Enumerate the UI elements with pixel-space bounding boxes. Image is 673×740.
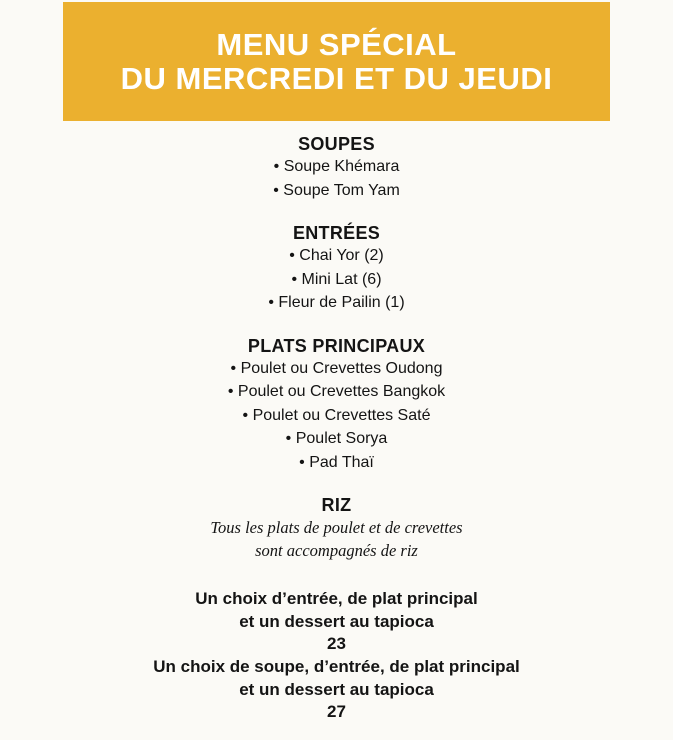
menu-item: • Chai Yor (2) (0, 244, 673, 268)
menu-item: • Pad Thaï (0, 451, 673, 475)
menu-content (0, 133, 673, 723)
section-soupes (0, 133, 673, 202)
riz-note-line-1: Tous les plats de poulet et de crevettes (210, 518, 463, 537)
menu-item: • Poulet ou Crevettes Saté (0, 404, 673, 428)
menu-item: • Poulet Sorya (0, 427, 673, 451)
menu-item: • Mini Lat (6) (0, 268, 673, 292)
menu-title-line-2: DU MERCREDI ET DU JEUDI (120, 60, 553, 96)
section-heading-soupes: SOUPES (298, 134, 375, 154)
menu-item: • Soupe Khémara (0, 155, 673, 179)
section-heading-plats: PLATS PRINCIPAUX (247, 335, 426, 356)
offer-description-line-1: Un choix de soupe, d’entrée, de plat principal (153, 657, 520, 676)
offer-formule-1 (0, 587, 673, 655)
offer-description-line-2: et un dessert au tapioca (239, 612, 434, 631)
offer-description-line-1: Un choix d’entrée, de plat principal (195, 589, 478, 608)
menu-item: • Soupe Tom Yam (0, 179, 673, 203)
offer-price: 23 (327, 634, 346, 653)
offer-price: 27 (327, 702, 346, 721)
section-riz (0, 494, 673, 562)
menu-item: • Poulet ou Crevettes Oudong (0, 357, 673, 381)
section-heading-riz: RIZ (321, 495, 352, 515)
section-heading-entrees: ENTRÉES (292, 223, 381, 243)
section-entrees (0, 222, 673, 315)
menu-title-line-1: MENU SPÉCIAL (216, 26, 457, 62)
menu-item: • Poulet ou Crevettes Bangkok (0, 380, 673, 404)
menu-banner (63, 2, 610, 121)
menu-item: • Fleur de Pailin (1) (0, 291, 673, 315)
offer-description-line-2: et un dessert au tapioca (239, 680, 434, 699)
section-plats-principaux (0, 335, 673, 475)
offer-formule-2 (0, 655, 673, 723)
riz-note-line-2: sont accompagnés de riz (255, 541, 418, 560)
